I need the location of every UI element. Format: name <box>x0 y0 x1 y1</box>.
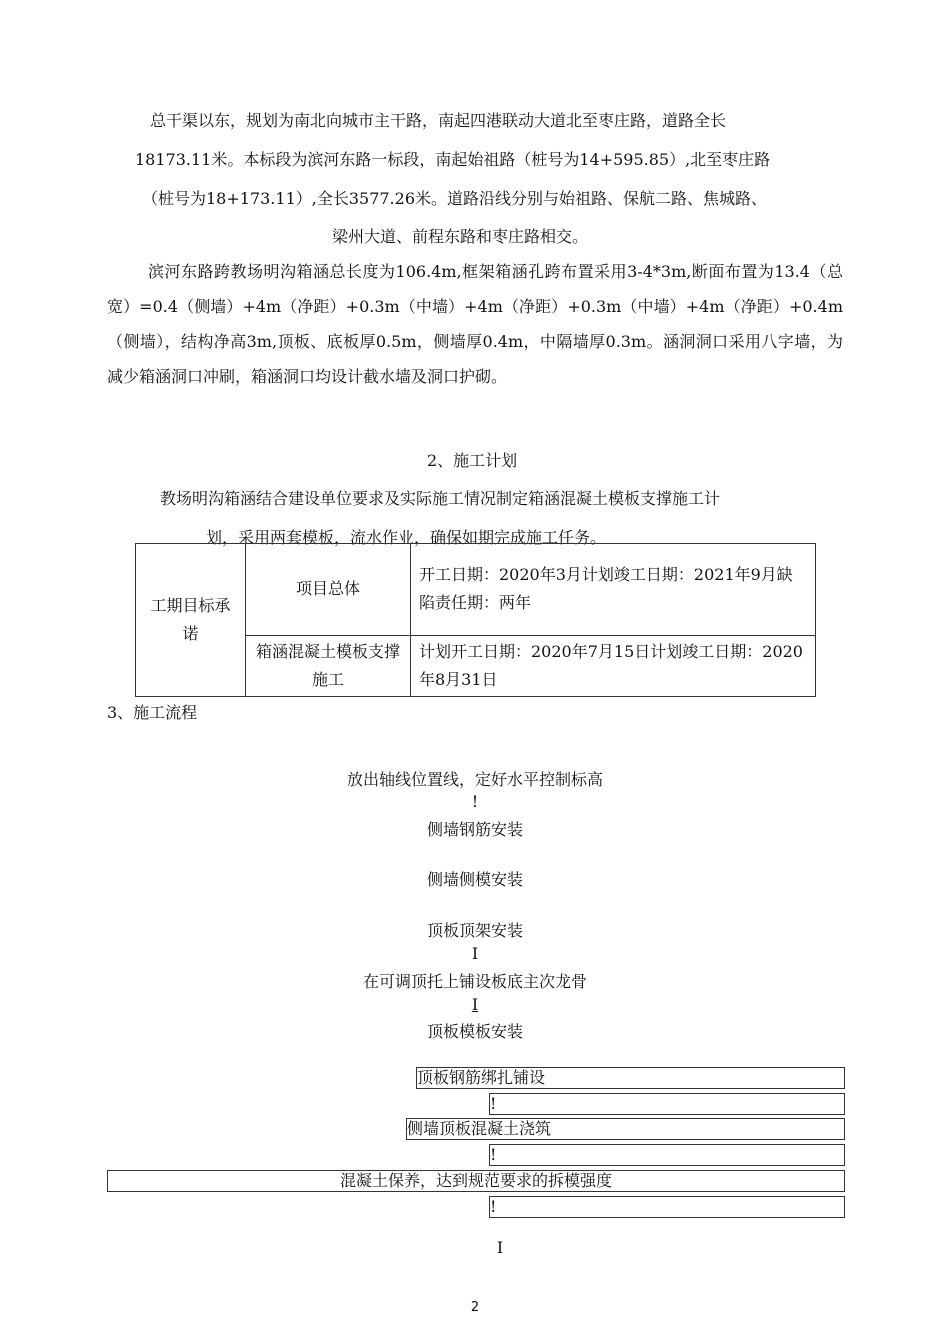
flow-step-roof-rebar-box <box>416 1067 845 1089</box>
schedule-item-cell <box>246 544 411 636</box>
flow-arrow-box <box>489 1144 845 1166</box>
flow-arrow-box <box>489 1196 845 1218</box>
flow-arrow: I <box>471 995 479 1014</box>
flow-arrow-box <box>489 1093 845 1115</box>
schedule-item-text: 箱涵混凝土模板支撑施工 <box>255 641 400 689</box>
schedule-detail-text: 计划开工日期：2020年7月15日计划竣工日期：2020年8月31日 <box>419 641 803 689</box>
table-row <box>136 544 816 636</box>
section-3-heading: 3、施工流程 <box>107 703 198 722</box>
intro-line-4: 梁州大道、前程东路和枣庄路相交。 <box>332 227 589 246</box>
schedule-item-text: 项目总体 <box>295 579 360 599</box>
schedule-detail-cell <box>411 544 816 636</box>
flow-arrow: ! <box>490 1094 497 1113</box>
section-2-heading: 2、施工计划 <box>427 451 518 470</box>
schedule-detail-cell <box>411 635 816 696</box>
intro-line-3: （桩号为18+173.11）,全长3577.26米。道路沿线分别与始祖路、保航二路、焦城路、 <box>142 189 768 208</box>
flow-step-keel-laying: 在可调顶托上铺设板底主次龙骨 <box>362 972 587 991</box>
culvert-paragraph: 滨河东路跨教场明沟箱涵总长度为106.4m,框架箱涵孔跨布置采用3-4*3m,断面布置为13.4（总宽）=0.4（侧墙）+4m（净距）+0.3m（中墙）+4m（净距）+0.3m（中墙）+4m（净距）+0.4m（侧墙），结构净高3m,顶板、底板厚0.5m，侧墙厚0.4m，中隔墙厚0.3m。涵洞洞口采用八字墙，为减少箱涵洞口冲刷，箱涵洞口均设计截水墙及洞口护砌。 <box>107 262 843 386</box>
schedule-item-cell <box>246 635 411 696</box>
schedule-table <box>135 543 816 697</box>
flow-step-roof-formwork: 顶板模板安装 <box>426 1022 523 1041</box>
flow-arrow: I <box>471 944 479 963</box>
flow-step-roof-frame: 顶板顶架安装 <box>426 921 523 940</box>
schedule-detail-text: 开工日期：2020年3月计划竣工日期：2021年9月缺陷责任期：两年 <box>419 565 793 613</box>
schedule-header-cell <box>136 544 246 697</box>
flow-step-side-wall-formwork: 侧墙侧模安装 <box>426 870 523 889</box>
flow-arrow: ! <box>490 1197 497 1216</box>
flow-step-concrete-pour: 侧墙顶板混凝土浇筑 <box>407 1119 552 1138</box>
schedule-header-text: 工期目标承诺 <box>150 596 231 643</box>
flow-step-concrete-pour-box <box>406 1118 845 1140</box>
flow-arrow: ! <box>471 792 479 811</box>
section-2-line-2: 划，采用两套模板，流水作业，确保如期完成施工任务。 <box>206 528 607 547</box>
intro-line-1: 总干渠以东，规划为南北向城市主干路，南起四港联动大道北至枣庄路，道路全长 <box>150 111 727 130</box>
flow-step-curing-box <box>107 1170 845 1192</box>
flow-arrow: ! <box>490 1145 497 1164</box>
flow-step-roof-rebar: 顶板钢筋绑扎铺设 <box>417 1068 546 1087</box>
section-2-line-1: 教场明沟箱涵结合建设单位要求及实际施工情况制定箱涵混凝土模板支撑施工计 <box>160 489 721 508</box>
intro-line-2: 18173.11米。本标段为滨河东路一标段，南起始祖路（桩号为14+595.85）,北至枣庄路 <box>135 150 771 169</box>
page-number: 2 <box>470 1300 480 1315</box>
flow-step-curing: 混凝土保养，达到规范要求的拆模强度 <box>339 1171 612 1190</box>
flow-arrow-end: I <box>496 1238 504 1257</box>
flow-step-axis-lines: 放出轴线位置线，定好水平控制标高 <box>346 770 603 789</box>
flow-step-side-wall-rebar: 侧墙钢筋安装 <box>426 820 523 839</box>
